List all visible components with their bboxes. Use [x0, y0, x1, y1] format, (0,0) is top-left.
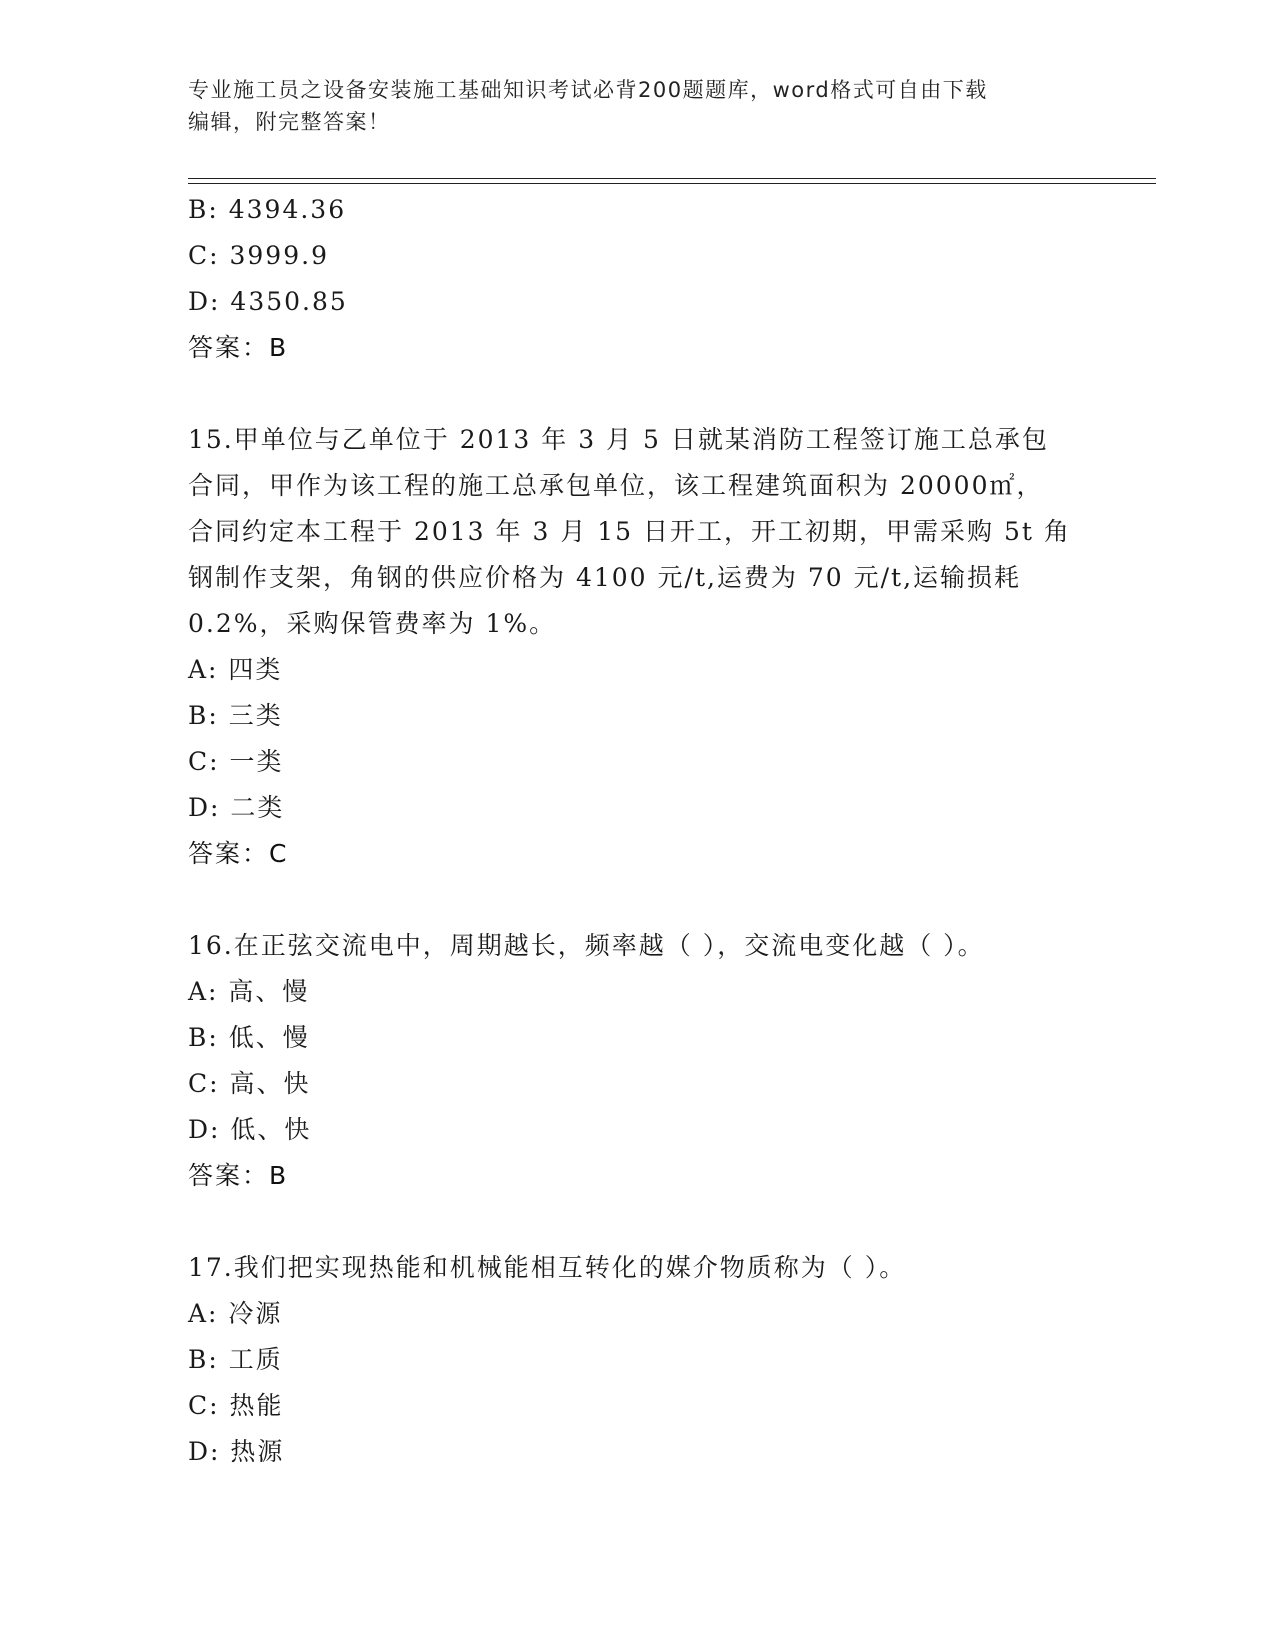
option-c: C: 高、快 — [188, 1069, 311, 1098]
spacer — [188, 371, 1088, 417]
question-stem: 17.我们把实现热能和机械能相互转化的媒介物质称为（ ）。 — [188, 1253, 907, 1282]
stem-line: 0.2%，采购保管费率为 1%。 — [188, 609, 557, 638]
header-line-2: 编辑，附完整答案！ — [188, 110, 391, 134]
spacer — [188, 877, 1088, 923]
option-d: D: 4350.85 — [188, 287, 348, 316]
option-d: D: 二类 — [188, 793, 285, 822]
stem-line: 钢制作支架，角钢的供应价格为 4100 元/t,运费为 70 元/t,运输损耗 — [188, 563, 1022, 592]
question-14-tail — [188, 187, 1088, 371]
option-c: C: 一类 — [188, 747, 284, 776]
option-d: D: 热源 — [188, 1437, 285, 1466]
question-stem: 16.在正弦交流电中，周期越长，频率越（ ），交流电变化越（ ）。 — [188, 931, 985, 960]
question-16 — [188, 923, 1088, 1199]
header-line-1: 专业施工员之设备安装施工基础知识考试必背200题题库，word格式可自由下载 — [188, 78, 988, 102]
option-a: A: 冷源 — [188, 1299, 283, 1328]
option-c: C: 热能 — [188, 1391, 284, 1420]
option-b: B: 低、慢 — [188, 1023, 310, 1052]
answer-line: 答案：C — [188, 839, 289, 868]
option-a: A: 四类 — [188, 655, 283, 684]
answer-line: 答案：B — [188, 333, 289, 362]
question-15 — [188, 417, 1088, 877]
option-a: A: 高、慢 — [188, 977, 310, 1006]
stem-line: 15.甲单位与乙单位于 2013 年 3 月 5 日就某消防工程签订施工总承包 — [188, 425, 1049, 454]
question-17 — [188, 1245, 1088, 1475]
option-d: D: 低、快 — [188, 1115, 312, 1144]
question-stem — [188, 417, 1088, 647]
document-header — [188, 74, 1088, 138]
document-body — [188, 187, 1088, 1475]
option-b: B: 三类 — [188, 701, 283, 730]
header-rule-top — [188, 178, 1156, 179]
stem-line: 合同约定本工程于 2013 年 3 月 15 日开工，开工初期，甲需采购 5t 角 — [188, 517, 1071, 546]
stem-line: 合同，甲作为该工程的施工总承包单位，该工程建筑面积为 20000㎡， — [188, 471, 1044, 500]
spacer — [188, 1199, 1088, 1245]
answer-line: 答案：B — [188, 1161, 289, 1190]
option-b: B: 4394.36 — [188, 195, 347, 224]
option-b: B: 工质 — [188, 1345, 283, 1374]
header-rule-bottom — [188, 183, 1156, 184]
option-c: C: 3999.9 — [188, 241, 329, 270]
